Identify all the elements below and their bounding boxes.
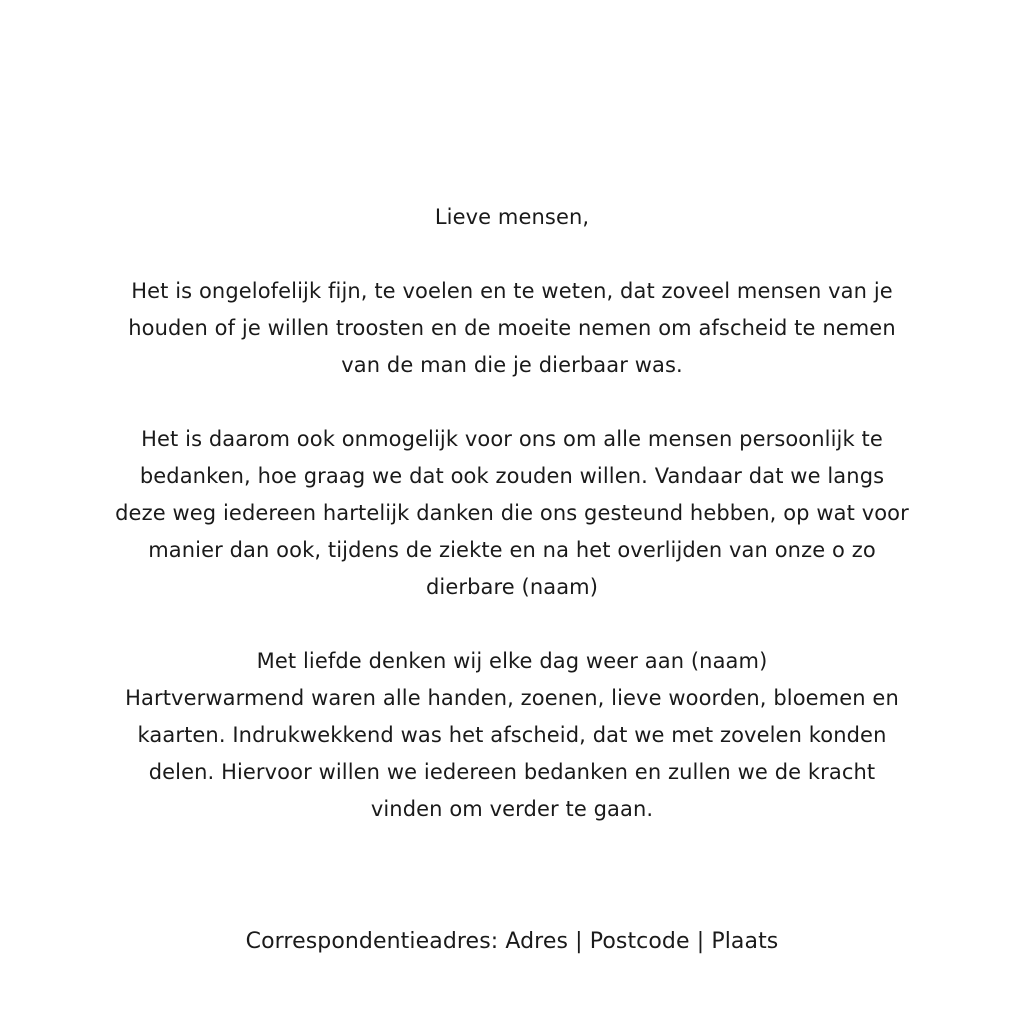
paragraph-1-line: Het is ongelofelijk fijn, te voelen en te weten, dat zoveel mensen van je (131, 279, 893, 303)
paragraph-3-line: delen. Hiervoor willen we iedereen bedanken en zullen we de kracht (148, 760, 876, 784)
greeting-text: Lieve mensen, (434, 205, 590, 229)
paragraph-3-line: Hartverwarmend waren alle handen, zoenen, lieve woorden, bloemen en (125, 686, 899, 710)
paragraph-2-line: deze weg iedereen hartelijk danken die ons gesteund hebben, op wat voor (115, 501, 909, 525)
paragraph-3-line: kaarten. Indrukwekkend was het afscheid, dat we met zovelen konden (137, 723, 887, 747)
correspondence-address (112, 923, 912, 960)
greeting (112, 199, 912, 236)
paragraph-2-line: manier dan ook, tijdens de ziekte en na het overlijden van onze o zo (148, 538, 876, 562)
paragraph-2-line: bedanken, hoe graag we dat ook zouden willen. Vandaar dat we langs (139, 464, 885, 488)
paragraph-2 (112, 421, 912, 606)
paragraph-3-line: Met liefde denken wij elke dag weer aan (naam) (256, 649, 768, 673)
paragraph-3 (112, 643, 912, 828)
paragraph-2-line: dierbare (naam) (425, 575, 599, 599)
paragraph-2-line: Het is daarom ook onmogelijk voor ons om alle mensen persoonlijk te (141, 427, 883, 451)
paragraph-1-line: van de man die je dierbaar was. (341, 353, 683, 377)
paragraph-1-line: houden of je willen troosten en de moeite nemen om afscheid te nemen (128, 316, 896, 340)
paragraph-3-line: vinden om verder te gaan. (370, 797, 654, 821)
paragraph-1 (112, 273, 912, 384)
correspondence-address-text: Correspondentieadres: Adres | Postcode | Plaats (245, 929, 779, 954)
